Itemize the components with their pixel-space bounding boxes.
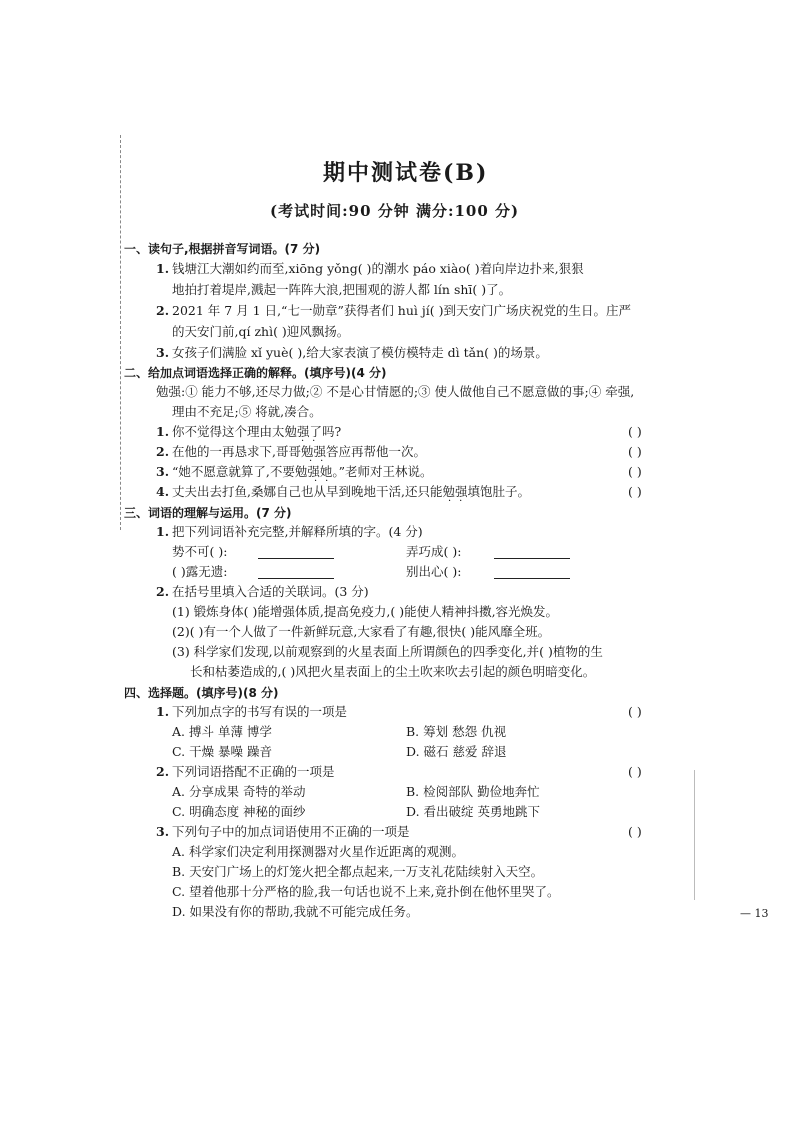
s1-q3-number: 3. (156, 345, 170, 360)
s3-word-3: ( )露无遗: (172, 564, 228, 579)
s4-q1-option-d: D. 磁石 慈爱 辞退 (406, 744, 507, 759)
s2-item-1-number: 1. (156, 424, 170, 439)
emphasis-dots: ·· (309, 456, 332, 467)
s3-word-4: 别出心( ): (406, 564, 462, 579)
s3-word-1: 势不可( ): (172, 544, 228, 559)
s3-q1-text: 把下列词语补充完整,并解释所填的字。(4 分) (172, 524, 423, 539)
s4-q3-number: 3. (156, 824, 170, 839)
s1-q2-number: 2. (156, 303, 170, 318)
s3-q2-p3-line1: (3) 科学家们发现,以前观察到的火星表面上所谓颜色的四季变化,并( )植物的生 (172, 644, 603, 659)
s4-q2-text: 下列词语搭配不正确的一项是 (172, 764, 335, 779)
s3-word-3-blank[interactable] (258, 566, 334, 579)
binding-margin-line (120, 135, 121, 530)
s2-item-1-text: 你不觉得这个理由太勉强了吗? (172, 424, 342, 439)
s4-q1-option-a: A. 搏斗 单薄 博学 (172, 724, 272, 739)
s2-definition-line1: 勉强:① 能力不够,还尽力做;② 不是心甘情愿的;③ 使人做他自己不愿意做的事;④ 牵强, (156, 384, 635, 399)
s4-q2-option-b: B. 检阅部队 勤俭地奔忙 (406, 784, 540, 799)
s4-q3-option-c: C. 望着他那十分严格的脸,我一句话也说不上来,竟扑倒在他怀里哭了。 (172, 884, 560, 899)
s3-word-4-blank[interactable] (494, 566, 570, 579)
s3-word-2-blank[interactable] (494, 546, 570, 559)
s4-q2-number: 2. (156, 764, 170, 779)
s1-q2-line1: 2021 年 7 月 1 日,“七一勋章”获得者们 huì jí( )到天安门广场庆祝党的生日。庄严 (172, 303, 631, 318)
s1-q1-line2: 地拍打着堤岸,溅起一阵阵大浪,把围观的游人都 lín shī( )了。 (172, 282, 512, 297)
s4-q3-answer[interactable]: ( ) (628, 824, 642, 839)
s2-item-4-number: 4. (156, 484, 170, 499)
s1-q2-line2: 的天安门前,qí zhì( )迎风飘扬。 (172, 324, 350, 339)
s2-item-4-text: 丈夫出去打鱼,桑娜自己也从早到晚地干活,还只能勉强填饱肚子。 (172, 484, 530, 499)
s4-q2-option-a: A. 分享成果 奇特的举动 (172, 784, 306, 799)
page-title: 期中测试卷(B) (323, 160, 489, 186)
s2-item-2-text: 在他的一再恳求下,哥哥勉强答应再帮他一次。 (172, 444, 426, 459)
s2-definition-line2: 理由不充足;⑤ 将就,凑合。 (172, 404, 322, 419)
section-3-title: 三、词语的理解与运用。(7 分) (124, 506, 292, 520)
s2-item-3-answer[interactable]: ( ) (628, 464, 642, 479)
right-edge-line (694, 770, 695, 900)
exam-info: (考试时间:90 分钟 满分:100 分) (270, 202, 520, 220)
s2-item-4-answer[interactable]: ( ) (628, 484, 642, 499)
s4-q3-option-d: D. 如果没有你的帮助,我就不可能完成任务。 (172, 904, 419, 919)
s2-item-1-answer[interactable]: ( ) (628, 424, 642, 439)
s4-q1-number: 1. (156, 704, 170, 719)
s3-q1-number: 1. (156, 524, 170, 539)
section-1-title: 一、读句子,根据拼音写词语。(7 分) (124, 242, 321, 256)
emphasis-dots: ·· (448, 496, 471, 507)
s4-q1-option-b: B. 筹划 愁怨 仇视 (406, 724, 507, 739)
s1-q3-line1: 女孩子们满脸 xǐ yuè( ),给大家表演了模仿模特走 dì tǎn( )的场景。 (172, 345, 548, 360)
s4-q2-option-d: D. 看出破绽 英勇地跳下 (406, 804, 540, 819)
s4-q1-option-c: C. 干燥 暴噪 躁音 (172, 744, 273, 759)
page-number: — 13 (740, 907, 769, 920)
s4-q3-option-b: B. 天安门广场上的灯笼火把全都点起来,一万支礼花陆续射入天空。 (172, 864, 544, 879)
s3-q2-number: 2. (156, 584, 170, 599)
s3-word-2: 弄巧成( ): (406, 544, 462, 559)
s2-item-2-number: 2. (156, 444, 170, 459)
s3-q2-p2: (2)( )有一个人做了一件新鲜玩意,大家看了有趣,很快( )能风靡全班。 (172, 624, 551, 639)
s4-q3-option-a: A. 科学家们决定利用探测器对火星作近距离的观测。 (172, 844, 464, 859)
s4-q2-answer[interactable]: ( ) (628, 764, 642, 779)
s1-q1-number: 1. (156, 261, 170, 276)
s3-word-1-blank[interactable] (258, 546, 334, 559)
section-2-title: 二、给加点词语选择正确的解释。(填序号)(4 分) (124, 366, 387, 380)
s3-q2-p3-line2: 长和枯萎造成的,( )风把火星表面上的尘土吹来吹去引起的颜色明暗变化。 (190, 664, 596, 679)
emphasis-dots: ·· (314, 476, 337, 487)
emphasis-dots: ·· (301, 436, 324, 447)
s4-q1-answer[interactable]: ( ) (628, 704, 642, 719)
s3-q2-p1: (1) 锻炼身体( )能增强体质,提高免疫力,( )能使人精神抖擞,容光焕发。 (172, 604, 559, 619)
s4-q1-text: 下列加点字的书写有误的一项是 (172, 704, 348, 719)
section-4-title: 四、选择题。(填序号)(8 分) (124, 686, 279, 700)
s4-q3-text: 下列句子中的加点词语使用不正确的一项是 (172, 824, 410, 839)
s1-q1-line1: 钱塘江大潮如约而至,xiōng yǒng( )的潮水 páo xiào( )着向岸边扑来,狠狠 (172, 261, 584, 276)
s3-q2-text: 在括号里填入合适的关联词。(3 分) (172, 584, 369, 599)
s2-item-3-number: 3. (156, 464, 170, 479)
s4-q2-option-c: C. 明确态度 神秘的面纱 (172, 804, 306, 819)
s2-item-3-text: “她不愿意就算了,不要勉强她。”老师对王林说。 (172, 464, 433, 479)
s2-item-2-answer[interactable]: ( ) (628, 444, 642, 459)
